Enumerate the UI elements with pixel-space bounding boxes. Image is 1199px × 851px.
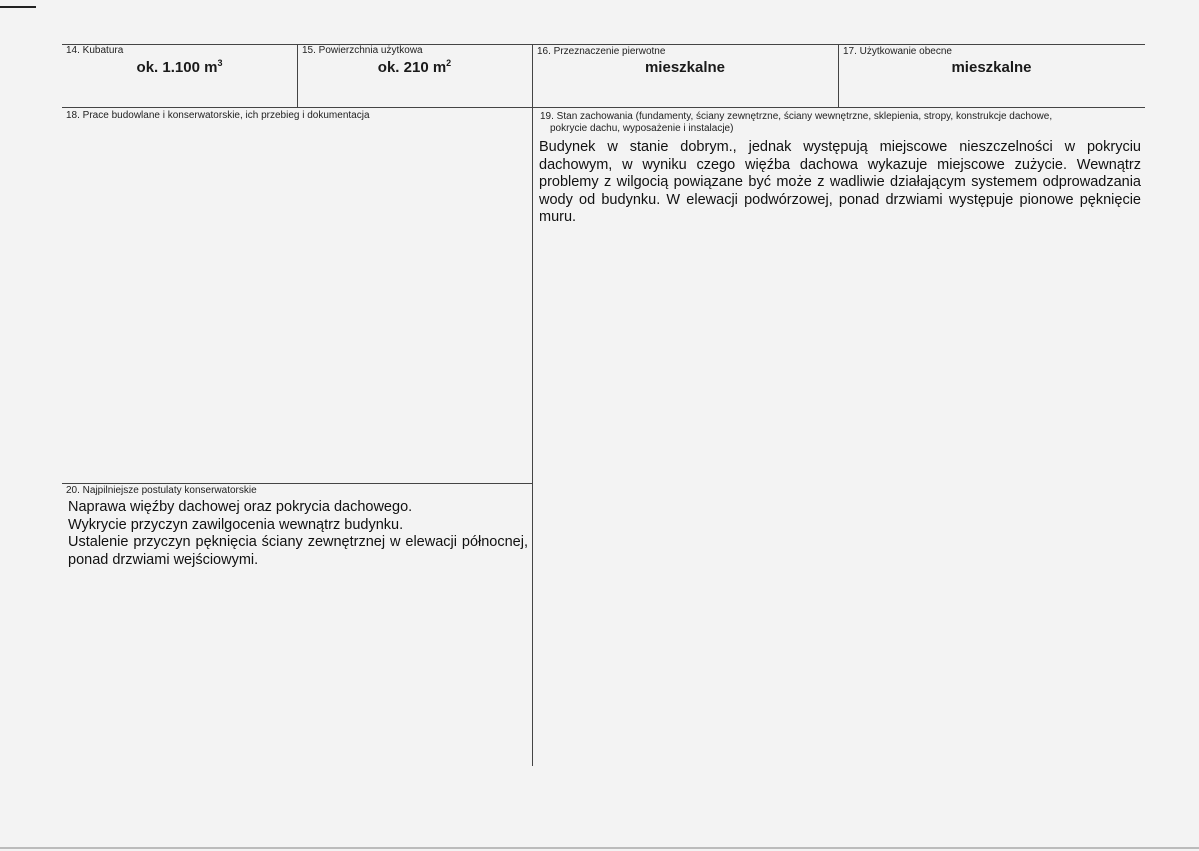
field-15-value [297,58,532,76]
field-17-value: mieszkalne [951,59,1032,76]
field-18-label: 18. Prace budowlane i konserwatorskie, ich przebieg i dokumentacja [66,110,370,121]
field-16-label: 16. Przeznaczenie pierwotne [537,46,666,57]
field-19-label-line1: 19. Stan zachowania (fundamenty, ściany zewnętrzne, ściany wewnętrzne, sklepienia, stropy, konstrukcje dachowe, [540,111,1053,122]
row-divider-1 [62,107,1145,108]
field-15-value-text: ok. 210 m [377,59,447,76]
scan-bottom-edge [0,847,1199,849]
field-15-value-sup: 2 [446,58,452,68]
scan-edge-mark [0,6,36,8]
field-14-value-sup: 3 [217,58,223,68]
field-16-value: mieszkalne [644,59,726,76]
field-15-label: 15. Powierzchnia użytkowa [302,45,423,56]
field-17-label: 17. Użytkowanie obecne [843,46,952,57]
field-14-value [62,58,297,76]
field-19-label [540,111,1140,135]
field-20-label: 20. Najpilniejsze postulaty konserwatorskie [66,485,257,496]
field-20-line-3: Ustalenie przyczyn pęknięcia ściany zewnętrznej w elewacji północnej, ponad drzwiami wejściowymi. [68,534,528,568]
field-20-line-2: Wykrycie przyczyn zawilgocenia wewnątrz budynku. [68,516,404,533]
field-20-line-1: Naprawa więźby dachowej oraz pokrycia dachowego. [68,499,413,515]
row-divider-2 [62,483,532,484]
field-19-label-line2: pokrycie dachu, wyposażenie i instalacje) [550,123,734,134]
field-19-text [539,139,1141,227]
field-19-paragraph: Budynek w stanie dobrym., jednak występują miejscowe nieszczelności w pokryciu dachowym, w wyniku czego więźba dachowa wykazuje miejscowe zużycie. Wewnątrz problemy z wilgocią powiązane być może z wadliwie działającym systemem odprowadzania wody od budynku. W elewacji podwórzowej, ponad drzwiami występuje pionowe pęknięcie muru. [539,139,1141,225]
field-14-label: 14. Kubatura [66,45,124,56]
form-top-border [62,44,1145,45]
col-divider-main [532,44,533,766]
field-14-value-text: ok. 1.100 m [136,59,218,76]
field-20-text [68,499,528,569]
